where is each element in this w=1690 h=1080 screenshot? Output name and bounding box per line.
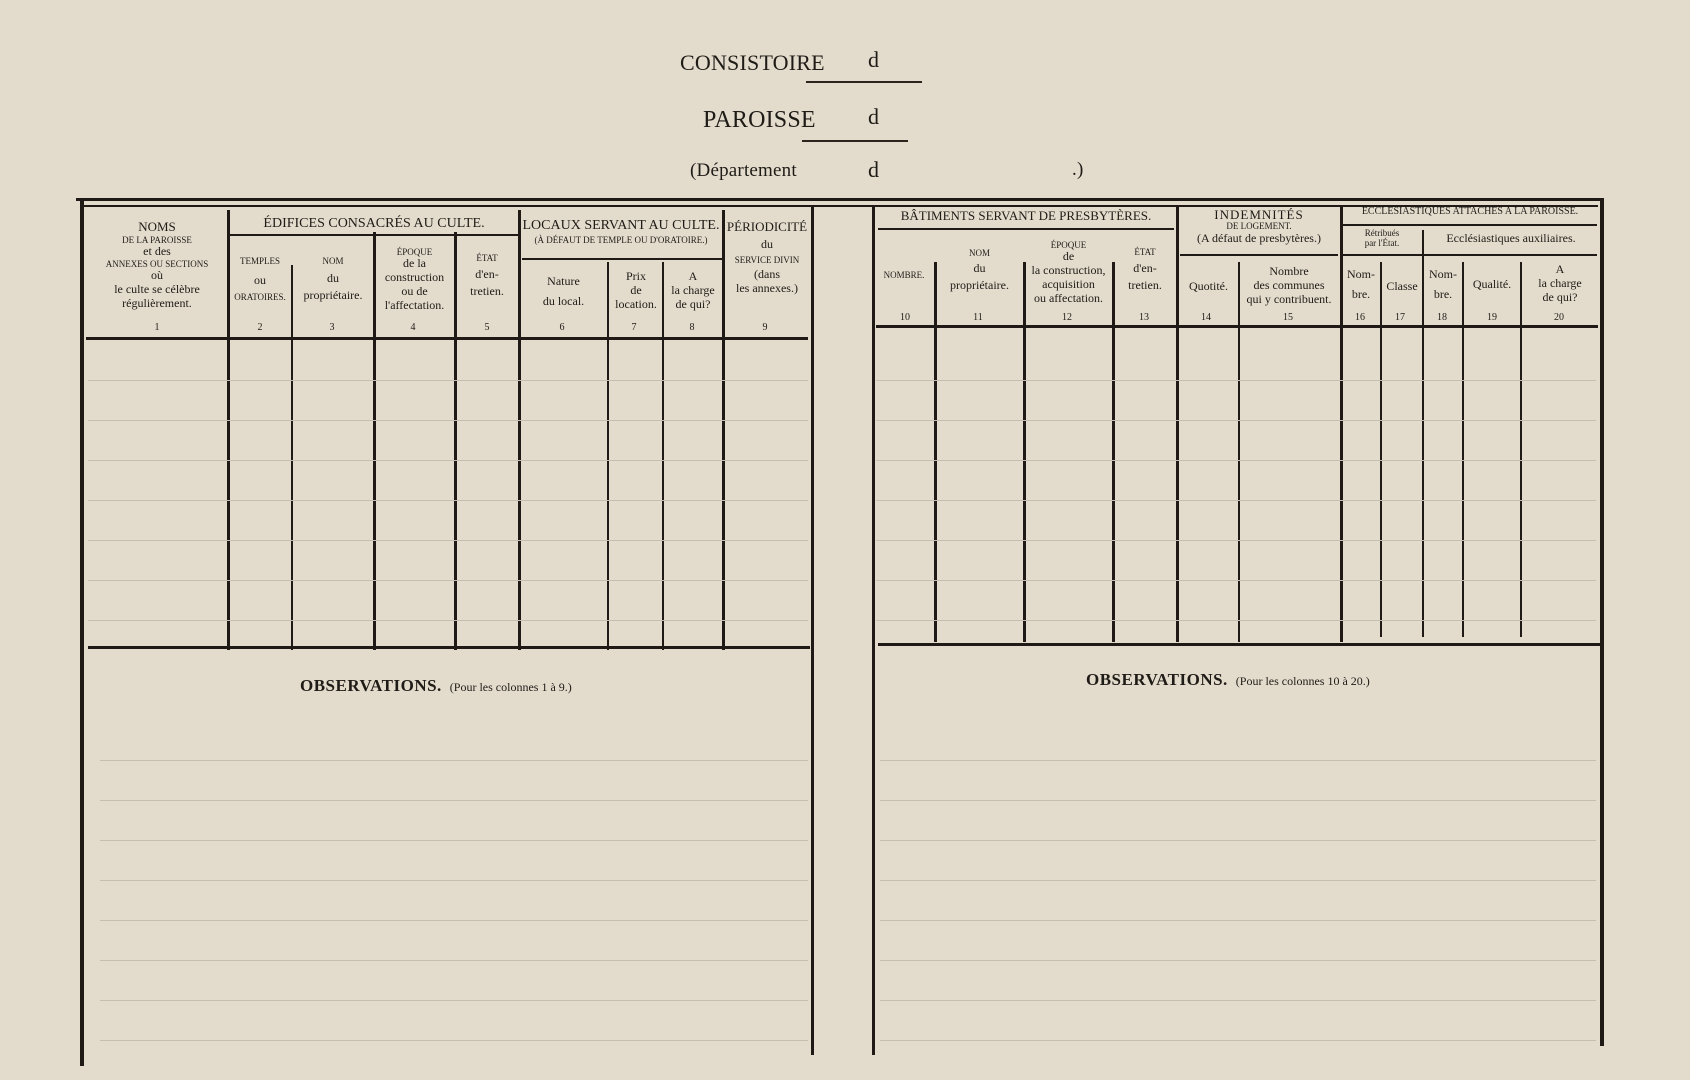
departement-label <box>690 160 797 182</box>
rule <box>876 620 1596 621</box>
col-num-20: 20 <box>1554 312 1564 323</box>
sub-retribues-l1: Rétribués <box>1364 228 1400 238</box>
rule <box>88 380 808 381</box>
col-num-7: 7 <box>631 322 637 333</box>
col2-l2: ou <box>254 273 266 288</box>
left-observations-note: (Pour les colonnes 1 à 9.) <box>449 680 572 694</box>
rule <box>100 960 808 961</box>
rule <box>100 760 808 761</box>
col11-l1: NOM <box>968 248 990 258</box>
col15-l1: Nombre <box>1269 264 1309 278</box>
right-v4 <box>1176 205 1179 642</box>
col13-header <box>1115 247 1175 293</box>
left-body-bottom <box>88 646 810 649</box>
col20-l3: de qui? <box>1542 289 1578 304</box>
col6-l1: Nature <box>547 274 580 288</box>
col4-l4: ou de <box>401 283 428 298</box>
left-group-underline-locaux <box>522 258 722 260</box>
frame-left <box>80 198 84 1066</box>
right-observations-title: OBSERVATIONS. <box>1086 670 1228 689</box>
sub-auxiliaires: Ecclésiastiques auxiliaires. <box>1446 231 1576 245</box>
col16-l1: Nom- <box>1347 267 1375 281</box>
col7-l2: de <box>630 282 642 297</box>
col1-l5: où <box>151 268 163 283</box>
col15-header <box>1240 265 1338 306</box>
rule <box>876 500 1596 501</box>
col15-l2: des communes <box>1253 277 1325 292</box>
col-num-17: 17 <box>1395 312 1405 323</box>
col5-l3: tretien. <box>470 284 504 299</box>
col18-l2: bre. <box>1433 286 1453 301</box>
col-num-3: 3 <box>329 322 335 333</box>
right-observations <box>1086 670 1370 690</box>
col1-header <box>90 220 224 311</box>
col7-l1: Prix <box>625 269 646 283</box>
rule <box>88 620 808 621</box>
col20-header <box>1522 263 1598 304</box>
col-num-19: 19 <box>1487 312 1497 323</box>
col12-l2: de <box>1062 249 1075 264</box>
left-observations-title: OBSERVATIONS. <box>300 676 442 695</box>
col-num-10: 10 <box>900 312 910 323</box>
col11-l3: propriétaire. <box>950 278 1009 293</box>
col-num-11: 11 <box>973 312 983 323</box>
paroisse-d: d <box>868 104 879 129</box>
left-v7 <box>662 262 664 650</box>
consistoire-underline <box>806 81 922 83</box>
col9-l2: du <box>761 236 773 251</box>
group-locaux-title: LOCAUX SERVANT AU CULTE. <box>522 218 720 233</box>
col6-header <box>521 275 606 309</box>
col5-l1: ÉTAT <box>476 253 498 263</box>
rule <box>880 840 1596 841</box>
col8-header <box>664 270 722 311</box>
col-num-1: 1 <box>154 322 160 333</box>
col1-l6: le culte se célèbre <box>114 282 200 297</box>
col7-header <box>610 270 662 311</box>
col7-l3: location. <box>615 296 657 311</box>
left-page-right <box>811 205 814 1055</box>
col11-header <box>937 248 1022 293</box>
col1-l3: et des <box>143 244 171 259</box>
rule <box>880 880 1596 881</box>
col-num-8: 8 <box>689 322 695 333</box>
rule <box>100 1000 808 1001</box>
col4-header <box>376 247 453 313</box>
col-num-16: 16 <box>1355 312 1365 323</box>
consistoire-d: d <box>868 47 879 72</box>
rule <box>88 420 808 421</box>
departement-close: .) <box>1072 159 1084 180</box>
col19-header: Qualité. <box>1472 277 1512 291</box>
col9-l4: (dans <box>754 267 780 282</box>
col-num-6: 6 <box>559 322 565 333</box>
col-num-12: 12 <box>1062 312 1072 323</box>
col13-l2: d'en- <box>1133 261 1157 276</box>
left-group-underline-edifices <box>230 234 518 236</box>
paroisse-underline <box>802 140 908 142</box>
col5-l2: d'en- <box>475 267 499 282</box>
sub-retribues-l2: par l'État. <box>1364 238 1400 249</box>
col11-l2: du <box>973 261 986 276</box>
group-locaux-sub: (À DÉFAUT DE TEMPLE OU D'ORATOIRE.) <box>534 235 708 246</box>
group-locaux <box>521 218 721 246</box>
rule <box>100 840 808 841</box>
col1-l7: régulièrement. <box>122 296 192 311</box>
col-num-2: 2 <box>257 322 263 333</box>
rule <box>880 800 1596 801</box>
sub-retribues <box>1343 228 1421 249</box>
col3-l3: propriétaire. <box>303 288 363 303</box>
departement-d: d <box>868 157 879 182</box>
col-num-13: 13 <box>1139 312 1149 323</box>
col9-l5: les annexes.) <box>736 280 798 295</box>
group-indemnites-title: INDEMNITÉS <box>1214 207 1304 222</box>
left-header-bottom <box>86 337 808 340</box>
left-observations <box>300 676 572 696</box>
col16-header <box>1343 268 1379 302</box>
rule <box>876 580 1596 581</box>
right-observations-note: (Pour les colonnes 10 à 20.) <box>1235 674 1370 688</box>
rule <box>100 880 808 881</box>
right-v1 <box>934 262 937 642</box>
left-v2 <box>291 265 293 650</box>
col1-l4: ANNEXES OU SECTIONS <box>105 259 209 270</box>
col2-l3: ORATOIRES. <box>234 292 286 303</box>
col2-header <box>230 256 290 302</box>
rule <box>876 420 1596 421</box>
col-num-15: 15 <box>1283 312 1293 323</box>
col14-header: Quotité. <box>1189 279 1228 293</box>
rule <box>876 540 1596 541</box>
col3-l2: du <box>327 271 339 286</box>
col9-l1: PÉRIODICITÉ <box>726 219 808 234</box>
col10-header: NOMBRE. <box>883 270 925 280</box>
col17-header: Classe <box>1386 279 1418 293</box>
col4-l3: construction <box>384 270 445 285</box>
col12-l1: ÉPOQUE <box>1050 240 1087 250</box>
col20-l1: A <box>1555 262 1565 276</box>
col8-l2: la charge <box>671 282 715 297</box>
col-num-9: 9 <box>762 322 768 333</box>
rule <box>100 920 808 921</box>
rule <box>880 960 1596 961</box>
col16-l2: bre. <box>1351 286 1371 301</box>
col18-l1: Nom- <box>1429 267 1457 281</box>
right-body-bottom <box>878 643 1600 646</box>
right-page-left <box>872 205 875 1055</box>
group-indemnites <box>1180 208 1338 245</box>
rule <box>880 1040 1596 1041</box>
rule <box>100 800 808 801</box>
col9-l3: SERVICE DIVIN <box>734 254 800 265</box>
group-indemnites-sub2: (A défaut de presbytères.) <box>1197 231 1321 246</box>
col1-l1: NOMS <box>138 219 176 234</box>
rule <box>88 540 808 541</box>
rule <box>876 460 1596 461</box>
rule <box>100 1040 808 1041</box>
group-eccl: ECCLÉSIASTIQUES ATTACHÉS A LA PAROISSE. <box>1361 206 1579 217</box>
col-num-5: 5 <box>484 322 490 333</box>
right-group-underline-batiments <box>878 228 1174 230</box>
rule <box>88 500 808 501</box>
col1-l2: DE LA PAROISSE <box>122 234 192 245</box>
col18-header <box>1424 268 1462 302</box>
consistoire-label: CONSISTOIRE <box>680 50 825 75</box>
col3-header <box>294 256 372 303</box>
frame-right <box>1600 198 1604 1046</box>
col-num-18: 18 <box>1437 312 1447 323</box>
col5-header <box>457 253 517 299</box>
right-group-underline-eccl <box>1343 224 1597 226</box>
col12-l5: ou affectation. <box>1033 290 1104 305</box>
rule <box>88 580 808 581</box>
col12-l3: la construction, <box>1031 263 1106 278</box>
col4-l1: ÉPOQUE <box>396 247 433 257</box>
rule <box>880 920 1596 921</box>
col15-l3: qui y contribuent. <box>1246 291 1332 306</box>
group-edifices: ÉDIFICES CONSACRÉS AU CULTE. <box>263 216 485 231</box>
col9-header <box>725 220 809 296</box>
rule <box>880 1000 1596 1001</box>
paroisse-label: PAROISSE <box>703 107 816 133</box>
col8-l3: de qui? <box>675 296 711 311</box>
col-num-4: 4 <box>410 322 416 333</box>
col4-l5: l'affectation. <box>384 297 445 312</box>
col13-l3: tretien. <box>1128 278 1162 293</box>
right-group-underline-indemnites <box>1180 254 1338 256</box>
rule <box>876 380 1596 381</box>
col2-l1: TEMPLES <box>239 256 280 266</box>
left-v6 <box>607 262 609 650</box>
col8-l1: A <box>688 269 698 283</box>
col-num-14: 14 <box>1201 312 1211 323</box>
group-indemnites-sub1: DE LOGEMENT. <box>1226 221 1292 232</box>
right-header-bottom <box>876 325 1598 328</box>
col12-l4: acquisition <box>1042 276 1095 291</box>
col12-header <box>1026 240 1111 306</box>
right-v5 <box>1238 262 1240 642</box>
right-v3 <box>1112 262 1115 642</box>
col3-l1: NOM <box>322 256 344 266</box>
departement-open: (Département <box>690 160 797 181</box>
col6-l2: du local. <box>542 293 585 308</box>
group-batiments: BÂTIMENTS SERVANT DE PRESBYTÈRES. <box>900 208 1152 223</box>
col13-l1: ÉTAT <box>1134 247 1156 257</box>
col4-l2: de la <box>403 256 426 271</box>
right-v2 <box>1023 262 1026 642</box>
rule <box>880 760 1596 761</box>
frame-top <box>76 198 1604 201</box>
rule <box>88 460 808 461</box>
right-sub-underline <box>1343 254 1597 256</box>
col20-l2: la charge <box>1538 275 1582 290</box>
